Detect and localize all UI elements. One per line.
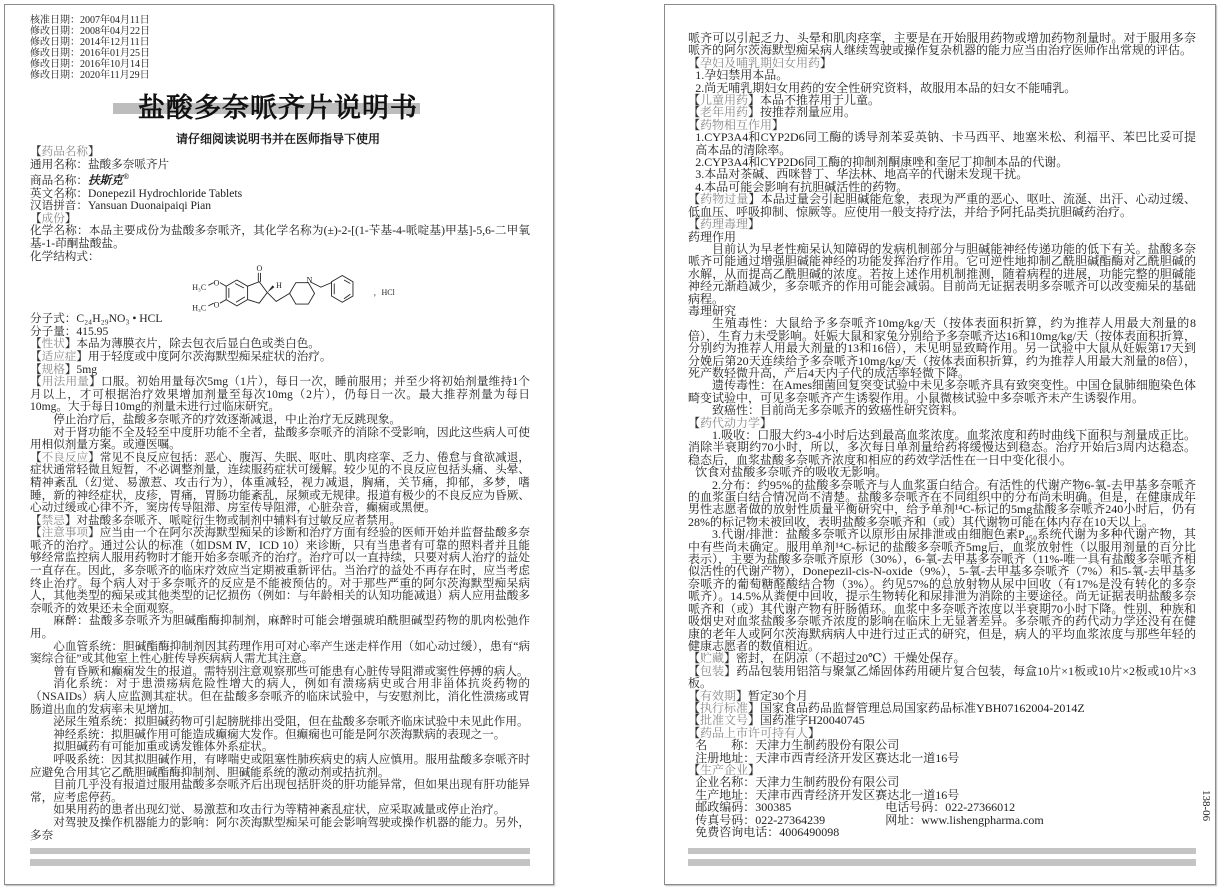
paragraph bbox=[688, 528, 1196, 652]
salt-label: ，HCl bbox=[373, 288, 395, 298]
revision-date: 修改日期：2016年01月25日 bbox=[30, 47, 150, 59]
bracket-open: 【 bbox=[30, 362, 42, 376]
bracket-open: 【 bbox=[688, 663, 701, 678]
wedge-bond bbox=[267, 286, 274, 293]
right-column-body bbox=[688, 32, 1196, 838]
bracket-close: 】 bbox=[748, 217, 761, 232]
paragraph bbox=[30, 641, 530, 666]
paragraph-text: 英文名称：Donepezil Hydrochloride Tablets bbox=[30, 186, 243, 200]
paragraph-text: 1.CYP3A4和CYP2D6同工酶的诱导剂苯妥英钠、卡马西平、地塞米松、利福平、苯巴比妥可提高本品的清除率。 bbox=[695, 130, 1196, 157]
paragraph-text: 3.代谢/排泄：盐酸多奈哌齐以原形由尿排泄或由细胞色素P₄₅₀系统代谢为多种代谢产物，其中有些尚未确定。服用单剂¹⁴C-标记的盐酸多奈哌齐5mg后，血浆放射性（以服用剂量的百分比表示），主要为盐酸多奈哌齐原形（30%），6-氧-去甲基多奈哌齐（11%-唯一具有盐酸多奈哌齐相似活性的代谢产物），Donepezil-cis-N-oxide（9%），5-氧-去甲基多奈哌齐（7%）和5-氧-去甲基多奈哌齐的葡萄糖醛酸结合物（3%）。约见57%的总放射物从尿中回收（有17%是没有转化的多奈哌齐）。14.5%从粪便中回收，提示生物转化和尿排泄为消除的主要途径。尚无证据表明盐酸多奈哌齐和（或）其代谢产物有肝肠循环。血浆中多奈哌齐浓度以半衰期70小时下降。性别、种族和吸烟史对血浆盐酸多奈哌齐浓度的影响在临床上无显著差异。多奈哌齐的药代动力学还没有在健康的老年人或阿尔茨海默病病人中进行过正式的研究，但是，病人的平均血浆浓度与那些年轻的健康志愿者的数值相近。 bbox=[688, 527, 1196, 653]
paragraph bbox=[688, 243, 1196, 305]
section-heading: 生产企业 bbox=[700, 762, 749, 777]
paragraph-text: 如果用药的患者出现幻觉、易激惹和攻击行为等精神紊乱症状，应采取减量或停止治疗。 bbox=[53, 803, 506, 817]
bracket-open: 【 bbox=[688, 192, 701, 207]
paragraph-text: 对驾驶及操作机器能力的影响：阿尔茨海默型痴呆可能会影响驾驶或操作机器的能力。另外，多奈 bbox=[30, 815, 530, 842]
atom-h: H bbox=[276, 281, 282, 291]
paragraph-text: 曾有昏厥和癫痫发生的报道。需特别注意观察那些可能患有心脏传导阻滞或窦性停搏的病人。 bbox=[53, 664, 529, 678]
paragraph-text: 致癌性：目前尚无多奈哌齐的致癌性研究资料。 bbox=[712, 403, 965, 418]
paragraph-text: 国药准字H20040745 bbox=[760, 713, 865, 728]
bracket-close: 】 bbox=[820, 55, 833, 70]
bracket-open: 【 bbox=[688, 117, 701, 132]
section-heading: 包装 bbox=[700, 663, 725, 678]
chemical-structure-diagram bbox=[176, 263, 446, 313]
bracket-open: 【 bbox=[688, 217, 701, 232]
section-heading: 成份 bbox=[41, 211, 65, 225]
left-column-body bbox=[30, 146, 530, 842]
section bbox=[30, 376, 530, 414]
footer-rule bbox=[30, 848, 530, 854]
paragraph-text: 1.吸收：口服大约3-4小时后达到最高血浆浓度。血浆浓度和药时曲线下面积与剂量成正比。消除半衰期约70小时，所以，多次每日单剂量给药将缓慢达到稳态。治疗开始后3周内达稳态。稳态后，血浆盐酸多奈哌齐浓度和相应的药效学活性在一日中变化很小。 bbox=[688, 428, 1196, 467]
bracket-close: 】 bbox=[748, 762, 761, 777]
bracket-open: 【 bbox=[30, 349, 42, 363]
bracket-open: 【 bbox=[30, 211, 42, 225]
section-heading: 药物相互作用 bbox=[700, 117, 773, 132]
atom-o-carbonyl: O bbox=[256, 264, 263, 274]
paragraph-text: 心血管系统：胆碱酯酶抑制剂因其药理作用可对心率产生迷走样作用（如心动过缓），患有“病窦综合征”或其他室上性心脏传导疾病病人需尤其注意。 bbox=[30, 639, 530, 666]
paragraph-text: 2.尚无哺乳期妇女用药的安全性研究资料，故服用本品的妇女不能哺乳。 bbox=[695, 80, 1077, 95]
revision-date: 修改日期：2008年04月22日 bbox=[30, 25, 150, 37]
bracket-open: 【 bbox=[688, 105, 701, 120]
section-heading: 适应症 bbox=[41, 349, 77, 363]
bracket-close: 】 bbox=[89, 375, 101, 389]
paragraph-text: 通用名称：盐酸多奈哌齐片 bbox=[30, 157, 170, 171]
bracket-close: 】 bbox=[724, 663, 737, 678]
paragraph-text: 5mg bbox=[76, 362, 98, 376]
bracket-close: 】 bbox=[76, 349, 89, 363]
paragraph-text: 对盐酸多奈哌齐、哌啶衍生物或制剂中辅料有过敏反应者禁用。 bbox=[76, 513, 402, 527]
paragraph-text: 生产地址：天津市西青经济开发区赛达北一道16号 bbox=[695, 787, 960, 802]
section-heading: 儿童用药 bbox=[700, 93, 749, 108]
bracket-close: 】 bbox=[748, 93, 761, 108]
contact-field: 邮政编码：300385 bbox=[695, 800, 792, 815]
left-column-rest bbox=[30, 313, 530, 842]
paragraph bbox=[688, 379, 1196, 404]
bracket-close: 】 bbox=[760, 415, 773, 430]
bracket-open: 【 bbox=[30, 513, 42, 527]
paragraph-text: 本品为薄膜衣片，除去包衣后显白色或类白色。 bbox=[76, 337, 320, 351]
bracket-close: 】 bbox=[748, 700, 761, 715]
paragraph-text: 神经系统：拟胆碱作用可能造成癫痫大发作。但癫痫也可能是阿尔茨海默病的表现之一。 bbox=[53, 727, 506, 741]
paragraph-text: 毒理研究 bbox=[688, 303, 737, 318]
section-heading: 注意事项 bbox=[41, 526, 89, 540]
bracket-close: 】 bbox=[64, 513, 77, 527]
paragraph-text: 呼吸系统：因其拟胆碱作用，有哮喘史或阻塞性肺疾病史的病人应慎用。服用盐酸多奈哌齐时应避免合用其它乙酰胆碱酯酶抑制剂、胆碱能系统的激动剂或拮抗剂。 bbox=[30, 752, 530, 779]
paragraph-text: 哌齐可以引起乏力、头晕和肌肉痉挛，主要是在开始服用药物或增加药物剂量时。对于服用多奈哌齐的阿尔茨海默型痴呆病人继续驾驶或操作复杂机器的能力应当由治疗医师作出常规的评估。 bbox=[688, 31, 1196, 58]
paragraph-text: 化学名称：本品主要成份为盐酸多奈哌齐，其化学名称为(±)-2-[(1-苄基-4-哌啶基)甲基]-5,6-二甲氧基-1-茚酮盐酸盐。 bbox=[30, 224, 530, 251]
bracket-open: 【 bbox=[30, 526, 42, 540]
section bbox=[688, 193, 1196, 218]
paragraph-text: 化学结构式： bbox=[30, 249, 100, 263]
bracket-close: 】 bbox=[64, 211, 77, 225]
paragraph-text: 密封，在阴凉（不超过20℃）干燥处保存。 bbox=[736, 651, 966, 666]
paragraph-text: 泌尿生殖系统：拟胆碱药物可引起膀胱排出受阻，但在盐酸多奈哌齐临床试验中未见此作用。 bbox=[53, 715, 529, 729]
bracket-open: 【 bbox=[688, 415, 701, 430]
paragraph bbox=[688, 32, 1196, 57]
section-heading: 批准文号 bbox=[700, 713, 749, 728]
section bbox=[688, 665, 1196, 690]
bracket-close: 】 bbox=[64, 362, 77, 376]
section-heading: 性状 bbox=[41, 337, 65, 351]
footer-rule bbox=[688, 859, 1196, 866]
section bbox=[688, 218, 1196, 230]
paragraph bbox=[30, 427, 530, 452]
document-title: 盐酸多奈哌齐片说明书 bbox=[138, 93, 418, 124]
bracket-open: 【 bbox=[688, 688, 701, 703]
paragraph-text: 口服。初始用量每次5mg（1片），每日一次，睡前服用；并至少将初始剂量维持1个月以上，才可根据治疗效果增加剂量至每次10mg（2片），仍每日一次。最大推荐剂量为每日10mg。大于每日10mg的剂量未进行过临床研究。 bbox=[30, 375, 530, 414]
paragraph-text: 3.本品对茶碱、西咪替丁、华法林、地高辛的代谢未发现干扰。 bbox=[695, 167, 1029, 182]
bracket-open: 【 bbox=[30, 375, 42, 389]
paragraph bbox=[688, 429, 1196, 466]
bracket-close: 】 bbox=[88, 526, 100, 540]
paragraph-text: 常见不良反应包括：恶心、腹泻、失眠、呕吐、肌肉痉挛、乏力、倦怠与食欲减退，症状通常轻微且短暂，不必调整剂量，连续服药症状可缓解。较少见的不良反应包括头痛、头晕、精神紊乱（幻觉、易激惹、攻击行为），体重减轻，视力减退，胸痛，关节痛，抑郁，多梦，嗜睡，新的神经症状，皮疹，胃痛，胃肠功能紊乱，尿频或无规律。报道有极少的不良反应为昏厥、心动过缓或心律不齐，窦房传导阻滞、房室传导阻滞，心脏杂音，癫痫或黑便。 bbox=[30, 450, 530, 515]
paragraph-text: 汉语拼音：Yansuan Duonaipaiqi Pian bbox=[30, 199, 212, 213]
paragraph-text: 用于轻度或中度阿尔茨海默型痴呆症状的治疗。 bbox=[88, 349, 332, 363]
paragraph bbox=[688, 131, 1196, 156]
paragraph bbox=[30, 159, 530, 172]
paragraph-text: 消化系统：对于患溃疡病危险性增大的病人，例如有溃疡病史或合用非甾体抗炎药物的（NSAIDs）病人应监测其症状。但在盐酸多奈哌齐的临床试验中，与安慰剂比，消化性溃疡或胃肠道出血的发病率未见增加。 bbox=[30, 677, 530, 716]
bracket-open: 【 bbox=[30, 450, 42, 464]
revision-date: 修改日期：2014年12月11日 bbox=[30, 36, 150, 48]
left-column-top bbox=[30, 146, 530, 263]
bracket-open: 【 bbox=[30, 337, 42, 351]
paragraph bbox=[30, 779, 530, 804]
paragraph-text: 麻醉：盐酸多奈哌齐为胆碱酯酶抑制剂，麻醉时可能会增强琥珀酰胆碱型药物的肌肉松弛作用。 bbox=[30, 614, 530, 641]
paragraph bbox=[688, 752, 1196, 764]
document-subtitle: 请仔细阅读说明书并在医师指导下使用 bbox=[175, 132, 380, 146]
bracket-close: 】 bbox=[64, 337, 77, 351]
paragraph bbox=[30, 171, 530, 187]
registered-mark: ® bbox=[122, 173, 130, 182]
paragraph-text: 2.CYP3A4和CYP2D6同工酶的抑制剂酮康唑和奎尼丁抑制本品的代谢。 bbox=[695, 155, 1069, 170]
paragraph-text: 遗传毒性：在Ames细菌回复突变试验中未见多奈哌齐具有致突变性。中国仓鼠肺细胞染色体畸变试验中，可见多奈哌齐产生诱裂作用。小鼠微核试验中多奈哌齐未产生诱裂作用。 bbox=[688, 378, 1196, 405]
section-heading: 药理毒理 bbox=[700, 217, 749, 232]
atom-o-methoxy-2: O bbox=[213, 300, 220, 310]
section bbox=[30, 452, 530, 515]
section-heading: 不良反应 bbox=[41, 450, 89, 464]
brand-name: 扶斯克 bbox=[87, 173, 123, 188]
bracket-close: 】 bbox=[736, 688, 749, 703]
paragraph-text: 4.本品可能会影响有抗胆碱活性的药物。 bbox=[695, 179, 909, 194]
bracket-open: 【 bbox=[688, 713, 701, 728]
section-heading: 执行标准 bbox=[700, 700, 749, 715]
revision-date: 核准日期：2007年04月11日 bbox=[30, 15, 150, 26]
field-label: 商品名称： bbox=[30, 174, 88, 188]
contact-row bbox=[688, 801, 1196, 813]
brand-mark-wrap bbox=[123, 173, 130, 187]
contact-field: 传真号码：022-27364239 bbox=[695, 812, 826, 827]
paragraph-text: 分子式：C₂₄H₂₉NO₃ • HCL bbox=[30, 312, 163, 326]
bracket-close: 】 bbox=[88, 450, 100, 464]
bracket-open: 【 bbox=[688, 700, 701, 715]
paragraph-text: 免费咨询电话：4006490098 bbox=[695, 825, 840, 839]
footer-rule bbox=[688, 848, 1196, 854]
paragraph-text: 1.孕妇禁用本品。 bbox=[695, 68, 789, 83]
paragraph bbox=[30, 200, 530, 213]
paragraph bbox=[30, 251, 530, 264]
paragraph bbox=[688, 317, 1196, 379]
section-heading: 老年用药 bbox=[700, 105, 749, 120]
section-heading: 规格 bbox=[41, 362, 65, 376]
paragraph bbox=[30, 615, 530, 640]
bracket-close: 】 bbox=[772, 117, 785, 132]
paragraph-text: 2.分布：约95%的盐酸多奈哌齐与人血浆蛋白结合。有活性的代谢产物6-氧-去甲基多奈哌齐的血浆蛋白结合情况尚不清楚。盐酸多奈哌齐在不同组织中的分布尚未明确。但是，在健康成年男性志愿者做的放射性质量平衡研究中，给予单剂¹⁴C-标记的5mg盐酸多奈哌齐240小时后，仍有28%的标记物未被回收，表明盐酸多奈哌齐和（或）其代谢物可能在体内存在10天以上。 bbox=[688, 477, 1196, 529]
bracket-open: 【 bbox=[688, 725, 701, 740]
section bbox=[30, 527, 530, 615]
bracket-open: 【 bbox=[688, 55, 701, 70]
paragraph bbox=[30, 817, 530, 842]
paragraph-text: 名 称：天津力生制药股份有限公司 bbox=[695, 738, 900, 753]
revision-date: 修改日期：2016年10月14日 bbox=[30, 58, 150, 70]
paragraph-text: 停止治疗后，盐酸多奈哌齐的疗效逐渐减退，中止治疗无反跳现象。 bbox=[53, 412, 402, 426]
contact-field: 网址：www.lishengpharma.com bbox=[885, 812, 1044, 827]
paragraph-text: 按推荐剂量应用。 bbox=[760, 105, 857, 120]
paragraph-text: 饮食对盐酸多奈哌齐的吸收无影响。 bbox=[695, 465, 888, 480]
paragraph-text: 药理作用 bbox=[688, 229, 737, 244]
revision-date: 修改日期：2020年11月29日 bbox=[30, 69, 150, 81]
paragraph-text: 应当由一个在阿尔茨海默型痴呆的诊断和治疗方面有经验的医师开始并监督盐酸多奈哌齐的治疗。通过公认的标准（如DSM Ⅳ，ICD 10）来诊断，只有当患者有可靠的照料者并且能够经常监控病人服用药物时才能开始多奈哌齐的治疗。治疗可以一直持续，只要对病人治疗的益处一直存在。因此，多奈哌齐的临床疗效应当定期被重新评估。当治疗的益处不再存在时，应当考虑终止治疗。每个病人对于多奈哌齐的反应是不能被预估的。对于那些严重的阿尔茨海默型痴呆病人，其他类型的痴呆或其他类型的记忆损伤（例如：与年龄相关的认知功能减退）病人应用盐酸多奈哌齐的效果还未全面观察。 bbox=[30, 526, 530, 615]
methyl-label-2: H₃C bbox=[192, 303, 207, 313]
paragraph bbox=[30, 754, 530, 779]
paragraph-text: 生殖毒性：大鼠给予多奈哌齐10mg/kg/天（按体表面积折算，约为推荐人用最大剂量的8倍），生育力未受影响。妊娠大鼠和家兔分别给予多奈哌齐达16和10mg/kg/天（按体表面积折算，分别约为推荐人用最大剂量的13和16倍），未见明显致畸作用。另一试验中大鼠从妊娠第17天到分娩后第20天连续给予多奈哌齐10mg/kg/天（按体表面积折算，约为推荐人用最大剂量的8倍），死产数轻微升高，产后4天内子代的成活率轻微下降。 bbox=[688, 316, 1197, 380]
paragraph-text: 本品过量会引起胆碱能危象，表现为严重的恶心、呕吐、流涎、出汗、心动过缓、低血压、呼吸抑制、惊厥等。应使用一般支持疗法，并给予阿托品类抗胆碱药治疗。 bbox=[688, 192, 1196, 219]
methyl-label-1: H₃C bbox=[192, 282, 207, 292]
section bbox=[30, 351, 530, 364]
bracket-open: 【 bbox=[30, 145, 42, 158]
section-heading: 有效期 bbox=[700, 688, 737, 703]
document-code: 138-06 bbox=[1200, 790, 1212, 822]
bracket-close: 】 bbox=[88, 145, 100, 158]
section-heading: 药代动力学 bbox=[700, 415, 761, 430]
section-heading: 孕妇及哺乳期妇女用药 bbox=[700, 55, 821, 70]
paragraph bbox=[30, 678, 530, 716]
paragraph-text: 目前几乎没有报道过服用盐酸多奈哌齐后出现包括肝炎的肝功能异常，但如果出现有肝功能异常，应考虑停药。 bbox=[30, 778, 530, 804]
paragraph-text: 对于肾功能不全及轻至中度肝功能不全者，盐酸多奈哌齐的消除不受影响，因此这些病人可使用相似剂量方案。或遵医嘱。 bbox=[30, 425, 530, 452]
bracket-close: 】 bbox=[808, 725, 821, 740]
paragraph-text: 本品不推荐用于儿童。 bbox=[760, 93, 881, 108]
section-heading: 禁忌 bbox=[41, 513, 65, 527]
bracket-close: 】 bbox=[724, 651, 737, 666]
bracket-close: 】 bbox=[748, 192, 761, 207]
contact-field: 电话号码：022-27366012 bbox=[885, 800, 1016, 815]
bracket-open: 【 bbox=[688, 93, 701, 108]
revision-dates bbox=[30, 16, 150, 81]
bracket-close: 】 bbox=[748, 713, 761, 728]
section-heading: 贮藏 bbox=[700, 651, 725, 666]
paragraph-text: 注册地址：天津市西青经济开发区赛达北一道16号 bbox=[695, 750, 960, 765]
paragraph bbox=[688, 826, 1196, 838]
paragraph bbox=[30, 225, 530, 250]
paragraph-text: 目前认为早老性痴呆认知障碍的发病机制部分与胆碱能神经传递功能的低下有关。盐酸多奈哌齐可能通过增强胆碱能神经的功能发挥治疗作用。它可逆性地抑制乙酰胆碱酯酶对乙酰胆碱的水解，从而提高乙酰胆碱的浓度。若按上述作用机制推测，随着病程的进展，功能完整的胆碱能神经元渐趋减少，多奈哌齐的作用可能会减弱。目前尚无证据表明多奈哌齐可以改变痴呆的基础病程。 bbox=[688, 241, 1196, 306]
paragraph-text: 分子量：415.95 bbox=[30, 324, 109, 338]
paragraph-text: 药品包装用铝箔与聚氯乙烯固体药用硬片复合包装，每盒10片×1板或10片×2板或10片×3板。 bbox=[688, 663, 1196, 691]
paragraph-text: 拟胆碱药有可能加重或诱发锥体外系症状。 bbox=[53, 740, 274, 754]
paragraph-text: 暂定30个月 bbox=[748, 688, 809, 703]
section-heading: 用法用量 bbox=[41, 375, 90, 389]
atom-o-methoxy-1: O bbox=[213, 278, 220, 288]
bracket-open: 【 bbox=[688, 762, 701, 777]
paragraph-text: 国家食品药品监督管理总局国家药品标准YBH07162004-2014Z bbox=[760, 700, 1085, 715]
paragraph bbox=[688, 479, 1196, 529]
section-heading: 药品名称 bbox=[41, 145, 88, 158]
section-heading: 药品上市许可持有人 bbox=[700, 725, 809, 740]
footer-rule bbox=[30, 859, 530, 866]
paragraph-text: 企业名称：天津力生制药股份有限公司 bbox=[695, 775, 900, 790]
bracket-close: 】 bbox=[748, 105, 761, 120]
bracket-open: 【 bbox=[688, 651, 701, 666]
atom-n: N bbox=[306, 275, 313, 285]
section-heading: 药物过量 bbox=[700, 192, 749, 207]
